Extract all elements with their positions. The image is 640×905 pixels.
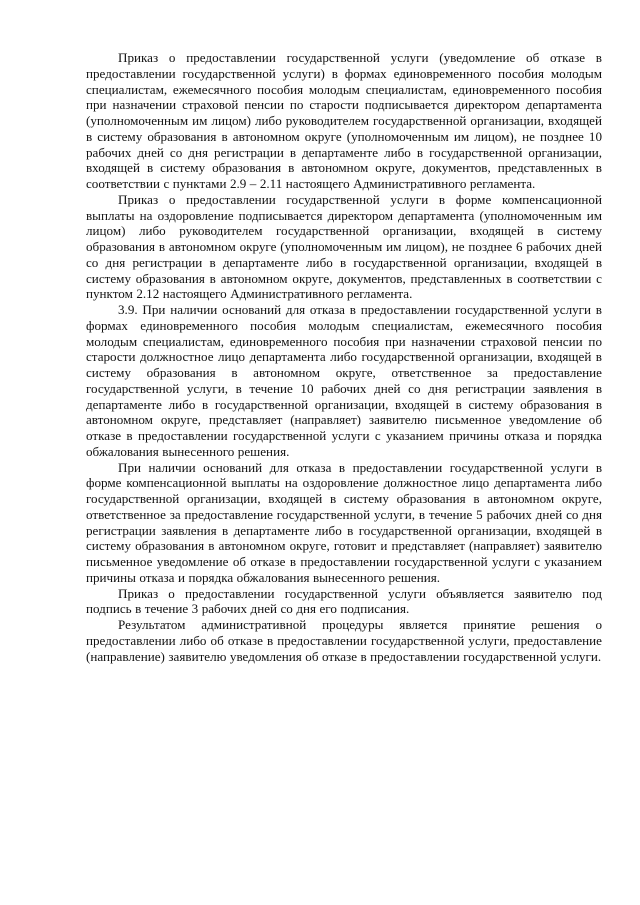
paragraph-signing-order-lump-sum: Приказ о предоставлении государственной услуги (уведомление об отказе в предоставлении государственной услуги) в формах единовременного пособия молодым специалистам, ежемесячного пособия молодым специалистам, единовременного пособия при назначении страховой пенсии по старости подписывается директором департамента (уполномоченным им лицом) либо руководителем государственной организации, входящей в систему образования в автономном округе (уполномоченным им лицом), не позднее 10 рабочих дней со дня регистрации в департаменте либо в государственной организации, входящей в систему образования в автономном округе, документов, представленных в соответствии с пунктами 2.9 – 2.11 настоящего Административного регламента. (86, 50, 602, 191)
paragraph-signing-order-compensation: Приказ о предоставлении государственной услуги в форме компенсационной выплаты на оздоровление подписывается директором департамента (уполномоченным им лицом) либо руководителем государственной организации, входящей в систему образования в автономном округе (уполномоченным им лицом), не позднее 6 рабочих дней со дня регистрации в департаменте либо в государственной организации, входящей в систему образования в автономном округе, документов, представленных в соответствии с пунктом 2.12 настоящего Административного регламента. (86, 191, 602, 302)
paragraph-order-announcement: Приказ о предоставлении государственной услуги объявляется заявителю под подпись в течение 3 рабочих дней со дня его подписания. (86, 585, 602, 617)
paragraph-procedure-result: Результатом административной процедуры является принятие решения о предоставлении либо об отказе в предоставлении государственной услуги, предоставление (направление) заявителю уведомления об отказе в предоставлении государственной услуги. (86, 617, 602, 664)
document-body (86, 50, 602, 664)
paragraph-3-9-refusal-notice: 3.9. При наличии оснований для отказа в предоставлении государственной услуги в формах единовременного пособия молодым специалистам, ежемесячного пособия молодым специалистам, единовременного пособия при назначении страховой пенсии по старости должностное лицо департамента либо государственной организации, входящей в систему образования в автономном округе, ответственное за предоставление государственной услуги, в течение 10 рабочих дней со дня регистрации заявления в департаменте либо в государственной организации, входящей в систему образования в автономном округе, представляет (направляет) заявителю письменное уведомление об отказе в предоставлении государственной услуги с указанием причины отказа и порядка обжалования вынесенного решения. (86, 302, 602, 459)
paragraph-refusal-compensation: При наличии оснований для отказа в предоставлении государственной услуги в форме компенсационной выплаты на оздоровление должностное лицо департамента либо государственной организации, входящей в систему образования в автономном округе, ответственное за предоставление государственной услуги, в течение 5 рабочих дней со дня регистрации заявления в департаменте либо в государственной организации, входящей в систему образования в автономном округе, готовит и представляет (направляет) заявителю письменное уведомление об отказе в предоставлении государственной услуги с указанием причины отказа и порядка обжалования вынесенного решения. (86, 459, 602, 585)
